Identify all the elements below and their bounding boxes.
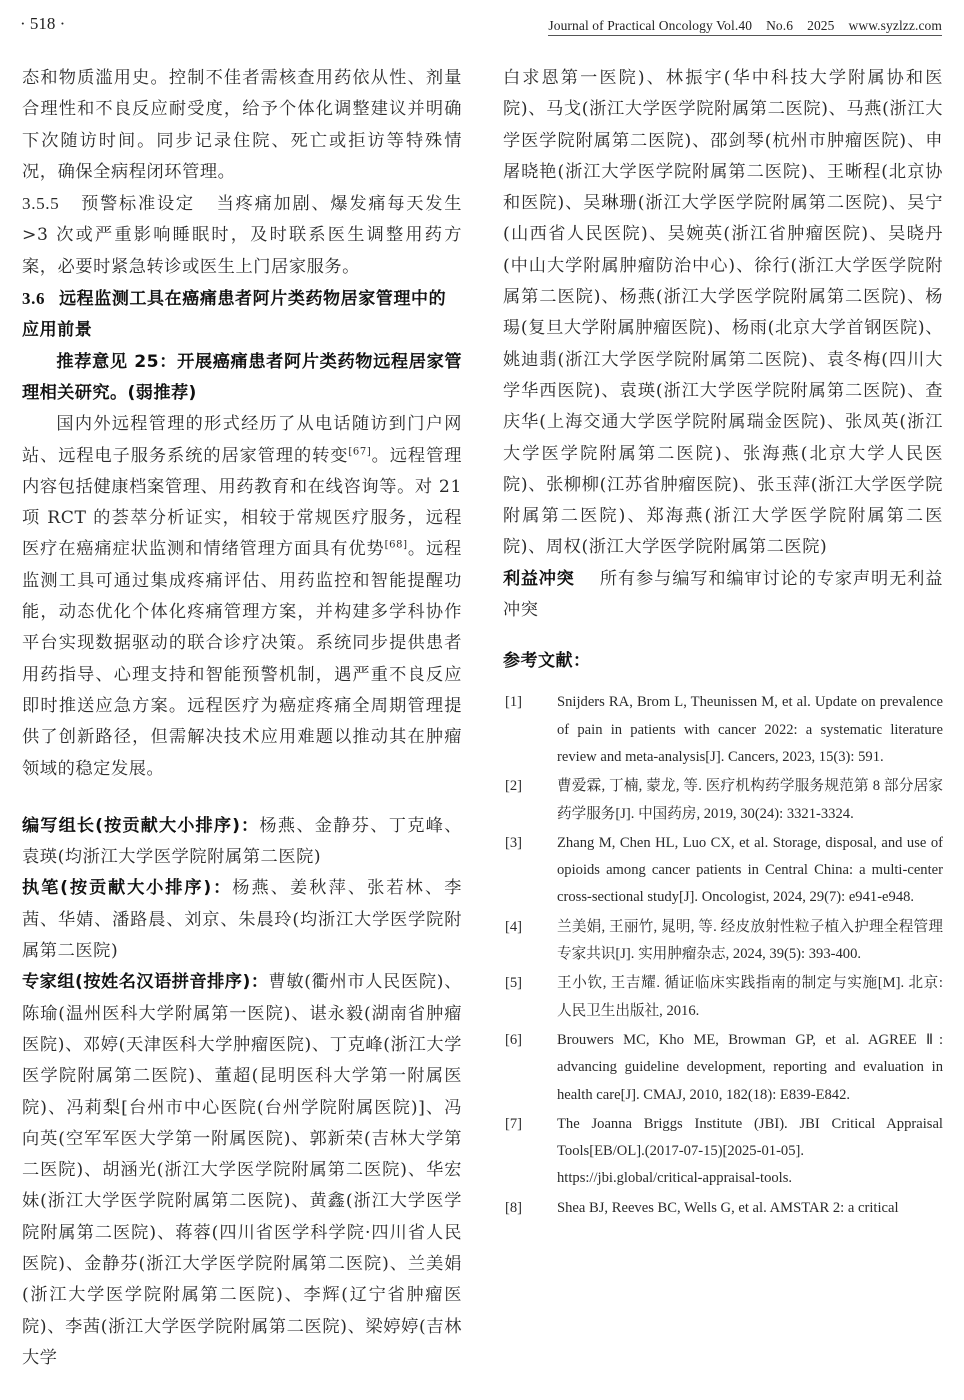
reference-item xyxy=(503,1195,943,1222)
section-3-6-heading xyxy=(22,283,462,347)
reference-text: Snijders RA, Brom L, Theunissen M, et al. Update on prevalence of pain in patients with cancer 2022: a systematic literature review and meta-analysis[J]. Cancers, 2023, 15(3): 591. xyxy=(557,694,943,765)
reference-number: [5] xyxy=(505,975,523,992)
journal-website: www.syzlzz.com xyxy=(848,18,942,33)
reference-number: [4] xyxy=(505,918,523,935)
label: 执笔(按贡献大小排序)： xyxy=(22,878,233,899)
reference-text: Zhang M, Chen HL, Luo CX, et al. Storage, disposal, and use of opioids among cancer patients in Central China: a multi-center cross-sectional study[J]. Oncologist, 2024, 29(7): e941-e948. xyxy=(557,834,943,906)
references-title: 参考文献： xyxy=(503,651,591,672)
running-head xyxy=(548,18,942,36)
reference-text: Brouwers MC, Kho ME, Browman GP, et al. AGREE Ⅱ: advancing guideline development, reporting and evaluation in health care[J]. CMAJ, 2010, 182(18): E839-E842. xyxy=(557,1031,943,1103)
left-column xyxy=(22,63,462,1374)
reference-text: The Joanna Briggs Institute (JBI). JBI Critical Appraisal Tools[EB/OL].(2017-07-15)[2025-01-05]. https://jbi.global/critical-appraisal-tools. xyxy=(557,1115,943,1187)
label: 编写组长(按贡献大小排序)： xyxy=(22,815,260,836)
body-text: 国内外远程管理的形式经历了从电话随访到门户网站、远程电子服务系统的居家管理的转变 xyxy=(22,414,462,466)
reference-item xyxy=(503,689,943,771)
section-title: 远程监测工具在癌痛患者阿片类药物居家管理中的应用前景 xyxy=(22,289,447,341)
reference-text: 兰美娟, 王丽竹, 晁明, 等. 经皮放射性粒子植入护理全程管理专家共识[J]. 实用肿瘤杂志, 2024, 39(5): 393-400. xyxy=(557,918,943,963)
reference-list xyxy=(503,689,943,1222)
recommendation-25: 推荐意见 25：开展癌痛患者阿片类药物远程居家管理相关研究。(弱推荐) xyxy=(22,351,462,403)
journal-issue: No.6 xyxy=(766,18,794,33)
citation-68[interactable]: [68] xyxy=(384,539,408,551)
journal-year: 2025 xyxy=(807,18,835,33)
reference-item xyxy=(503,970,943,1025)
reference-item xyxy=(503,914,943,969)
reference-item xyxy=(503,1111,943,1193)
page-number: · 518 · xyxy=(20,14,66,33)
body-text: 。远程监测工具可通过集成疼痛评估、用药监控和智能提醒功能，动态优化个体化疼痛管理方案，并构建多学科协作平台实现数据驱动的联合诊疗决策。系统同步提供患者用药指导、心理支持和智能预警机制，遇严重不良反应即时推送应急方案。远程医疗为癌症疼痛全周期管理提供了创新路径，但需解决技术应用难题以推动其在肿瘤领域的稳定发展。 xyxy=(22,539,462,779)
reference-number: [1] xyxy=(505,694,523,711)
reference-item xyxy=(503,1027,943,1109)
reference-number: [3] xyxy=(505,834,523,851)
journal-name: Journal of Practical Oncology Vol.40 xyxy=(548,18,753,33)
reference-text: 王小钦, 王吉耀. 循证临床实践指南的制定与实施[M]. 北京: 人民卫生出版社, 2016. xyxy=(557,975,943,1019)
spacer xyxy=(503,626,943,646)
reference-item xyxy=(503,773,943,828)
label: 专家组(按姓名汉语拼音排序)： xyxy=(22,972,269,993)
page-header xyxy=(0,14,964,44)
reference-number: [2] xyxy=(505,778,523,795)
writing-group-leaders xyxy=(22,811,462,874)
section-text: 当疼痛加剧、爆发痛每天发生 >3 次或严重影响睡眠时，及时联系医生调整用药方案，必要时紧急转诊或医生上门居家服务。 xyxy=(22,194,462,277)
right-column xyxy=(503,63,943,1224)
citation-67[interactable]: [67] xyxy=(348,445,372,457)
reference-text: 曹爱霖, 丁楠, 蒙龙, 等. 医疗机构药学服务规范第 8 部分居家药学服务[J]. 中国药房, 2019, 30(24): 3321-3324. xyxy=(557,778,943,822)
statement: 所有参与编写和编审讨论的专家声明无利益冲突 xyxy=(503,568,943,621)
reference-number: [8] xyxy=(505,1199,523,1216)
names: 杨燕、姜秋萍、张若林、李茜、华婧、潘路晨、刘京、朱晨玲(均浙江大学医学院附属第二医院) xyxy=(22,878,463,962)
spacer xyxy=(22,785,462,811)
writers xyxy=(22,873,462,967)
paragraph-continuation: 态和物质滥用史。控制不佳者需核查用药依从性、剂量合理性和不良反应耐受度，给予个体化调整建议并明确下次随访时间。同步记录住院、死亡或拒访等特殊情况，确保全病程闭环管理。 xyxy=(22,68,462,182)
expert-group xyxy=(22,967,462,1374)
expert-group-continued: 白求恩第一医院)、林振宇(华中科技大学附属协和医院)、马戈(浙江大学医学院附属第二医院)、马燕(浙江大学医学院附属第二医院)、邵剑琴(杭州市肿瘤医院)、申屠晓艳(浙江大学医学院附属第二医院)、王晰程(北京协和医院)、吴琳珊(浙江大学医学院附属第二医院)、吴宁(山西省人民医院)、吴婉英(浙江省肿瘤医院)、吴晓丹(中山大学附属肿瘤防治中心)、徐行(浙江大学医学院附属第二医院)、杨燕(浙江大学医学院附属第二医院)、杨瑒(复旦大学附属肿瘤医院)、杨雨(北京大学首钢医院)、姚迪翡(浙江大学医学院附属第二医院)、袁冬梅(四川大学华西医院)、袁瑛(浙江大学医学院附属第二医院)、查庆华(上海交通大学医学院附属瑞金医院)、张凤英(浙江大学医学院附属第二医院)、张海燕(北京大学人民医院)、张柳柳(江苏省肿瘤医院)、张玉萍(浙江大学医学院附属第二医院)、郑海燕(浙江大学医学院附属第二医院)、周权(浙江大学医学院附属第二医院) xyxy=(503,68,943,558)
body-paragraph xyxy=(22,409,462,785)
section-title: 预警标准设定 xyxy=(81,194,195,215)
reference-text: Shea BJ, Reeves BC, Wells G, et al. AMSTAR 2: a critical xyxy=(557,1199,899,1216)
section-3-5-5 xyxy=(22,188,462,283)
label: 利益冲突 xyxy=(503,568,575,589)
reference-number: [7] xyxy=(505,1115,523,1132)
reference-number: [6] xyxy=(505,1031,523,1048)
names: 曹敏(衢州市人民医院)、陈瑜(温州医科大学附属第一医院)、谌永毅(湖南省肿瘤医院)、邓婷(天津医科大学肿瘤医院)、丁克峰(浙江大学医学院附属第二医院)、董超(昆明医科大学第一附属医院)、冯莉梨[台州市中心医院(台州学院附属医院)]、冯向英(空军军医大学第一附属医院)、郭新荣(吉林大学第二医院)、胡涵光(浙江大学医学院附属第二医院)、华宏妹(浙江大学医学院附属第二医院)、黄鑫(浙江大学医学院附属第二医院)、蒋蓉(四川省医学科学院·四川省人民医院)、金静芬(浙江大学医学院附属第二医院)、兰美娟(浙江大学医学院附属第二医院)、李辉(辽宁省肿瘤医院)、李茜(浙江大学医学院附属第二医院)、梁婷婷(吉林大学 xyxy=(22,972,462,1368)
section-number: 3.5.5 xyxy=(22,194,60,214)
section-number: 3.6 xyxy=(22,289,46,309)
body-text: 。远程管理内容包括健康档案管理、用药教育和在线咨询等。对 21 项 RCT 的荟萃分析证实，相较于常规医疗服务，远程医疗在癌痛症状监测和情绪管理方面具有优势 xyxy=(22,445,462,560)
names: 杨燕、金静芬、丁克峰、袁瑛(均浙江大学医学院附属第二医院) xyxy=(22,815,462,868)
reference-item xyxy=(503,830,943,912)
conflict-of-interest xyxy=(503,564,943,627)
